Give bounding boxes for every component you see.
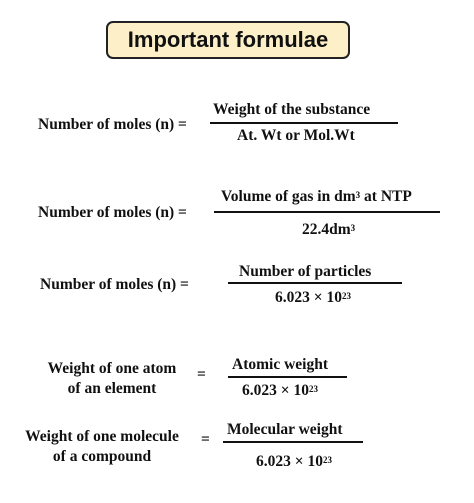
formula-label: Number of moles (n) = — [38, 116, 187, 133]
formula-numerator: Molecular weight — [227, 421, 343, 438]
formula-numerator: Volume of gas in $dm^3$ at NTP — [221, 188, 412, 205]
equals-sign: = — [201, 431, 210, 448]
formula-label-line1: Weight of one atom — [47, 360, 177, 377]
formula-label: Number of moles (n) = — [40, 276, 189, 293]
formula-label: Number of moles (n) = — [38, 204, 187, 221]
page-title: Important formulae — [127, 27, 329, 52]
formula-numerator: Weight of the substance — [213, 101, 371, 118]
fraction-bar — [214, 211, 440, 213]
formula-numerator: Number of particles — [239, 263, 372, 280]
equals-sign: = — [197, 366, 206, 383]
formula-denominator: $22.4dm^3$ — [302, 221, 356, 238]
formula-label-line2: of an element — [67, 380, 157, 397]
fraction-bar — [228, 282, 402, 284]
title-box — [106, 21, 350, 59]
fraction-bar — [223, 441, 363, 443]
formula-denominator: $6.023 \times 10^{23}$ — [275, 289, 351, 306]
formula-denominator: At. Wt or Mol.Wt — [237, 127, 355, 144]
fraction-bar — [228, 376, 347, 378]
fraction-bar — [210, 122, 398, 124]
formula-label-line1: Weight of one molecule — [25, 428, 179, 445]
formula-label-line2: of a compound — [52, 448, 152, 465]
formula-denominator: $6.023 \times 10^{23}$ — [242, 382, 318, 399]
formula-numerator: Atomic weight — [232, 356, 328, 373]
formula-denominator: $6.023 \times 10^{23}$ — [256, 453, 332, 470]
